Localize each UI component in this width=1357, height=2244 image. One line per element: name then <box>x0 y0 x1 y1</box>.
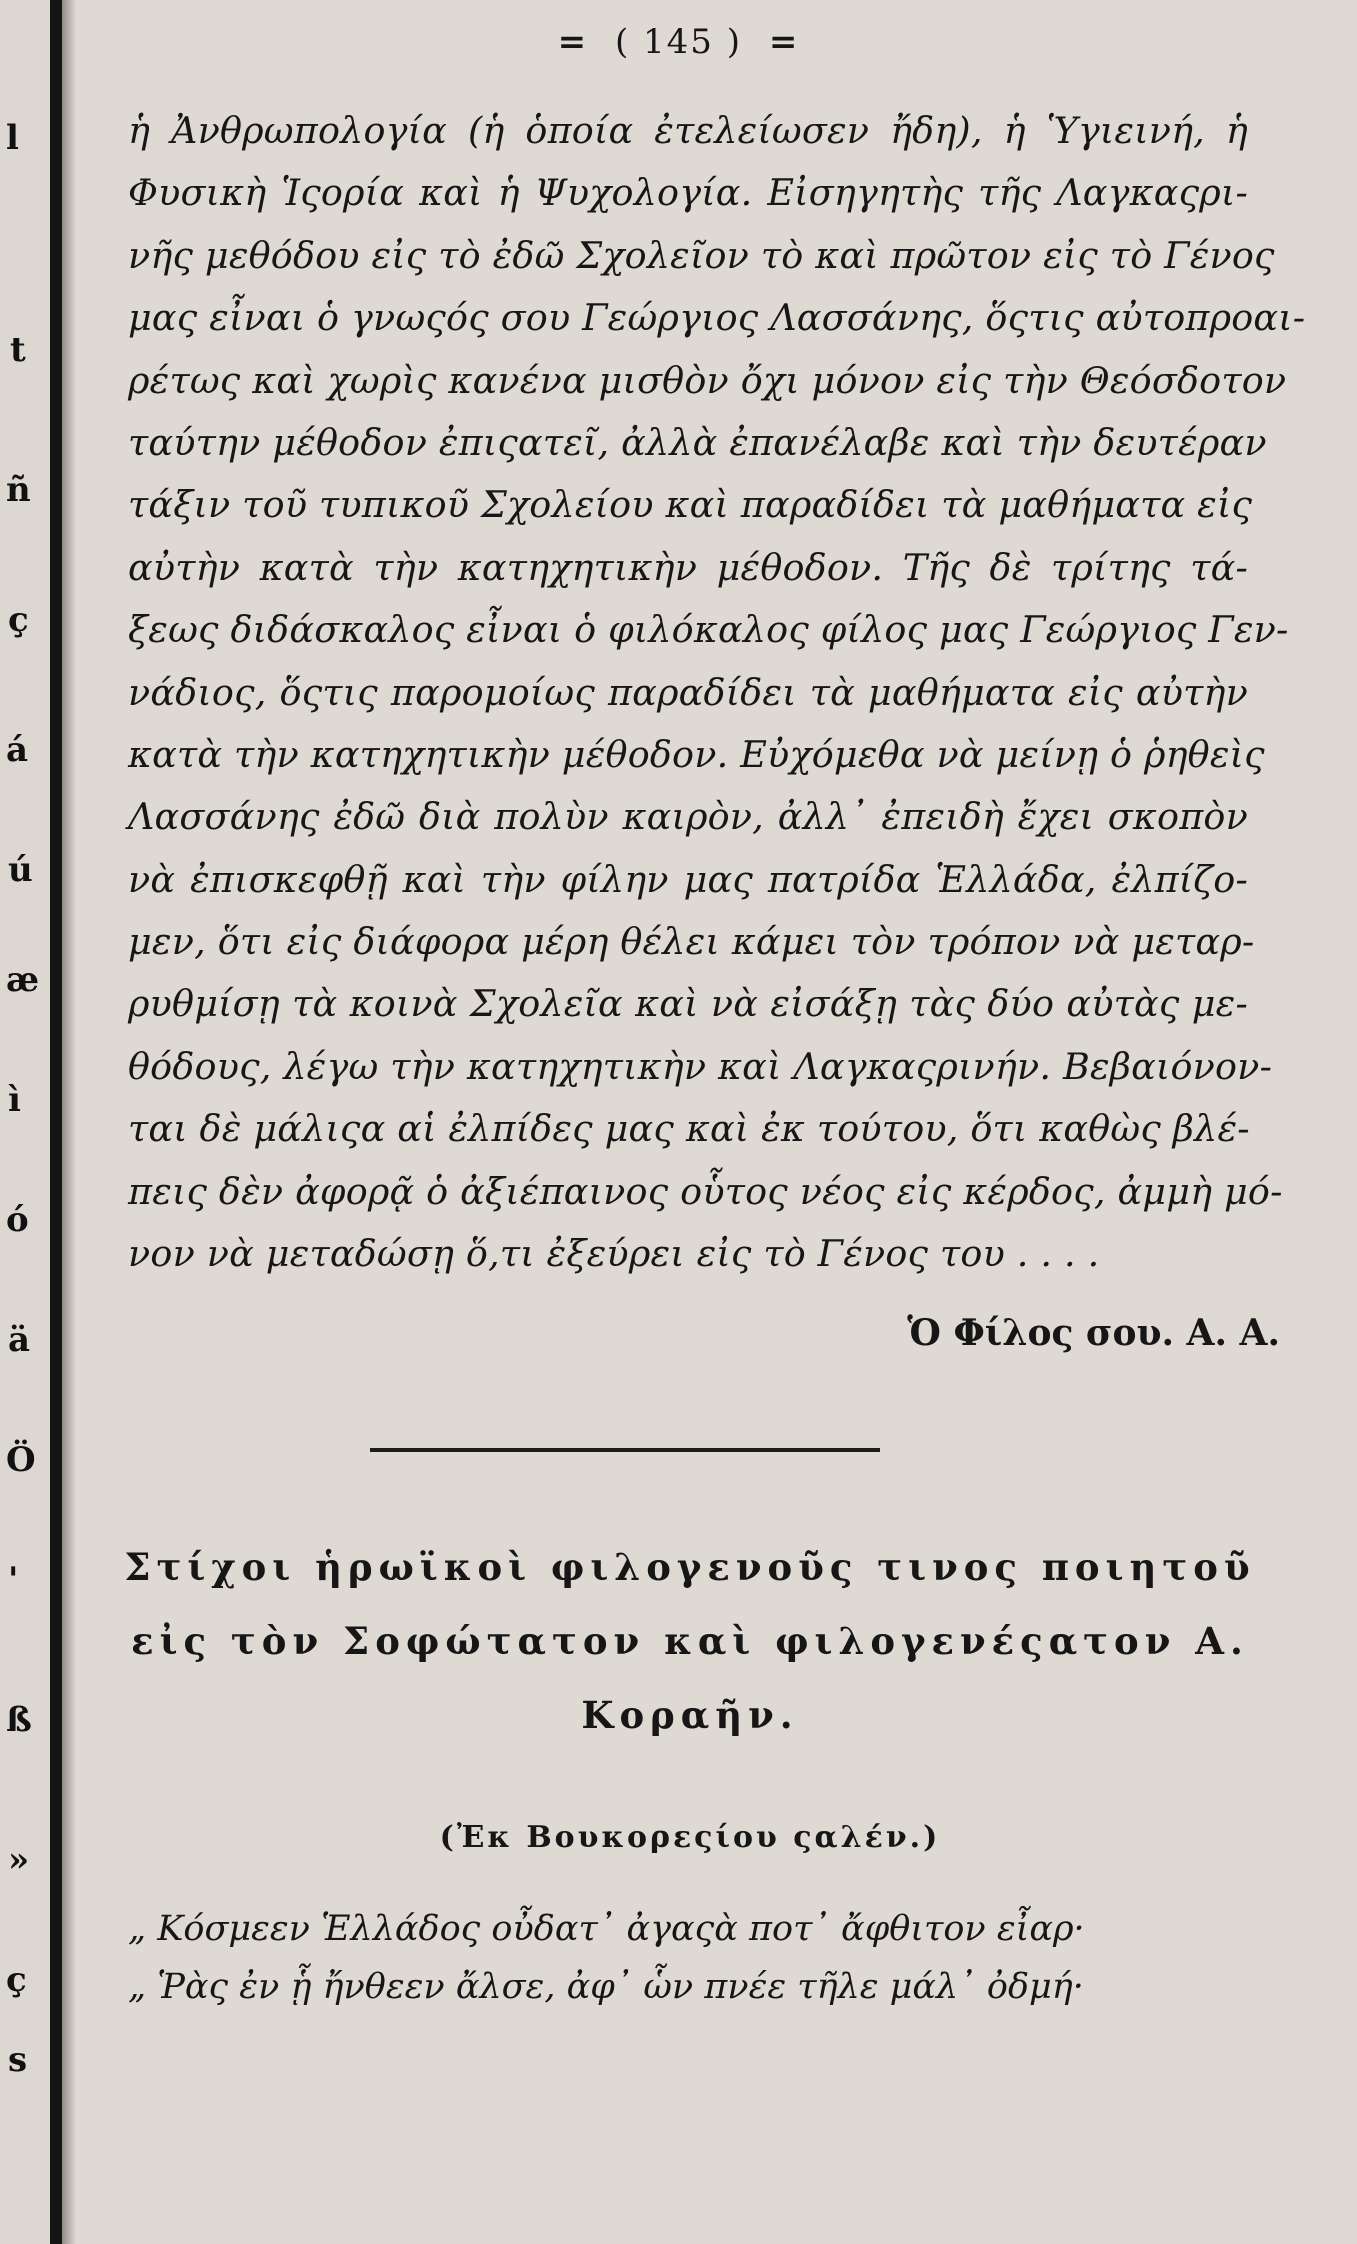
body-line: ξεως διδάσκαλος εἶναι ὁ φιλόκαλος φίλος μας Γεώργιος Γεν- <box>128 608 1289 652</box>
body-line: ρυθμίσῃ τὰ κοινὰ Σχολεῖα καὶ νὰ εἰσάξῃ τὰς δύο αὐτὰς με- <box>128 982 1248 1026</box>
body-line: νὰ ἐπισκεφθῇ καὶ τὴν φίλην μας πατρίδα Ἑλλάδα, ἐλπίζο- <box>128 857 1248 901</box>
body-line: ται δὲ μάλιςα αἱ ἐλπίδες μας καὶ ἐκ τούτου, ὅτι καθὼς βλέ- <box>128 1107 1250 1151</box>
poem-title-line: Κοραῆν. <box>581 1693 799 1737</box>
margin-bleed-glyph: l <box>6 118 19 158</box>
margin-bleed-glyph: ' <box>8 1560 19 1600</box>
margin-bleed-glyph: ì <box>8 1080 21 1120</box>
body-line: Λασσάνης ἐδῶ διὰ πολὺν καιρὸν, ἀλλ᾽ ἐπειδὴ ἔχει σκοπὸν <box>128 795 1248 839</box>
body-line-last: νον νὰ μεταδώσῃ ὅ,τι ἐξεύρει εἰς τὸ Γένος του . . . . <box>128 1232 1100 1276</box>
margin-bleed-glyph: Ö <box>6 1440 36 1480</box>
margin-bleed-glyph: æ <box>6 960 40 1000</box>
header-left-dash: = <box>557 22 589 62</box>
body-line: μεν, ὅτι εἰς διάφορα μέρη θέλει κάμει τὸν τρόπον νὰ μεταρ- <box>128 920 1255 964</box>
section-divider <box>370 1448 880 1452</box>
header-right-dash: = <box>768 22 800 62</box>
margin-bleed-glyph: t <box>10 330 26 370</box>
body-line: νῆς μεθόδου εἰς τὸ ἐδῶ Σχολεῖον τὸ καὶ πρῶτον εἰς τὸ Γένος <box>128 233 1275 277</box>
body-line: νάδιος, ὅςτις παρομοίως παραδίδει τὰ μαθήματα εἰς αὐτὴν <box>128 670 1248 714</box>
margin-bleed-glyph: ç <box>6 1960 27 2000</box>
body-line: αὐτὴν κατὰ τὴν κατηχητικὴν μέθοδον. Τῆς δὲ τρίτης τά- <box>128 545 1248 589</box>
gutter-shadow <box>62 0 76 2244</box>
poem-title-line: Στίχοι ἡρωϊκοὶ φιλογενοῦς τινος ποιητοῦ <box>124 1545 1256 1589</box>
binding-gutter <box>50 0 62 2244</box>
margin-bleed-glyph: á <box>6 730 29 770</box>
page-header <box>0 22 1357 62</box>
poem-verses <box>128 1900 1248 2016</box>
margin-bleed-glyph: ñ <box>6 470 31 510</box>
body-line: πεις δὲν ἀφορᾷ ὁ ἀξιέπαινος οὗτος νέος εἰς κέρδος, ἀμμὴ μό- <box>128 1169 1283 1213</box>
poem-source-note: (Ἐκ Βουκορεςίου ςαλέν.) <box>439 1820 941 1855</box>
letter-body <box>128 100 1306 1285</box>
verse-line: „ Κόσμεεν Ἑλλάδος οὖδατ᾽ ἀγαςὰ ποτ᾽ ἄφθιτον εἶαρ· <box>128 1909 1085 1949</box>
margin-bleed-glyph: ó <box>6 1200 29 1240</box>
body-line: τάξιν τοῦ τυπικοῦ Σχολείου καὶ παραδίδει τὰ μαθήματα εἰς <box>128 483 1253 527</box>
body-line: κατὰ τὴν κατηχητικὴν μέθοδον. Εὐχόμεθα νὰ μείνῃ ὁ ῥηθεὶς <box>128 732 1265 776</box>
body-line: μας εἶναι ὁ γνωςός σου Γεώργιος Λασσάνης, ὅςτις αὐτοπροαι- <box>128 296 1306 340</box>
margin-bleed-glyph: ß <box>6 1700 32 1740</box>
body-line: ταύτην μέθοδον ἐπιςατεῖ, ἀλλὰ ἐπανέλαβε καὶ τὴν δευτέραν <box>128 420 1267 464</box>
page-number: ( 145 ) <box>614 22 743 62</box>
body-line: θόδους, λέγω τὴν κατηχητικὴν καὶ Λαγκαςρινήν. Βεβαιόνον- <box>128 1044 1273 1088</box>
poem-title-line: εἰς τὸν Σοφώτατον καὶ φιλογενέςατον Α. <box>131 1619 1249 1663</box>
body-line: ρέτως καὶ χωρὶς κανένα μισθὸν ὄχι μόνον εἰς τὴν Θεόσδοτον <box>128 358 1287 402</box>
margin-bleed-glyph: ú <box>8 850 33 890</box>
margin-bleed-glyph: ç <box>8 600 29 640</box>
adjacent-page-strip <box>0 0 50 2244</box>
verse-line: „ Ῥὰς ἐν ᾗ ἤνθεεν ἄλσε, ἀφ᾽ ὧν πνέε τῆλε μάλ᾽ ὀδμή· <box>128 1967 1084 2007</box>
margin-bleed-glyph: s <box>8 2040 28 2080</box>
letter-signature: Ὁ Φίλος σου. Α. Α. <box>907 1312 1280 1354</box>
margin-bleed-glyph: » <box>8 1840 30 1880</box>
body-line: ἡ Ἀνθρωπολογία (ἡ ὁποία ἐτελείωσεν ἤδη), ἡ Ὑγιεινή, ἡ <box>128 109 1248 152</box>
poem-title <box>100 1530 1280 1752</box>
margin-bleed-glyph: ä <box>8 1320 31 1360</box>
body-line: Φυσικὴ Ἱςορία καὶ ἡ Ψυχολογία. Εἰσηγητὴς τῆς Λαγκαςρι- <box>128 171 1248 215</box>
